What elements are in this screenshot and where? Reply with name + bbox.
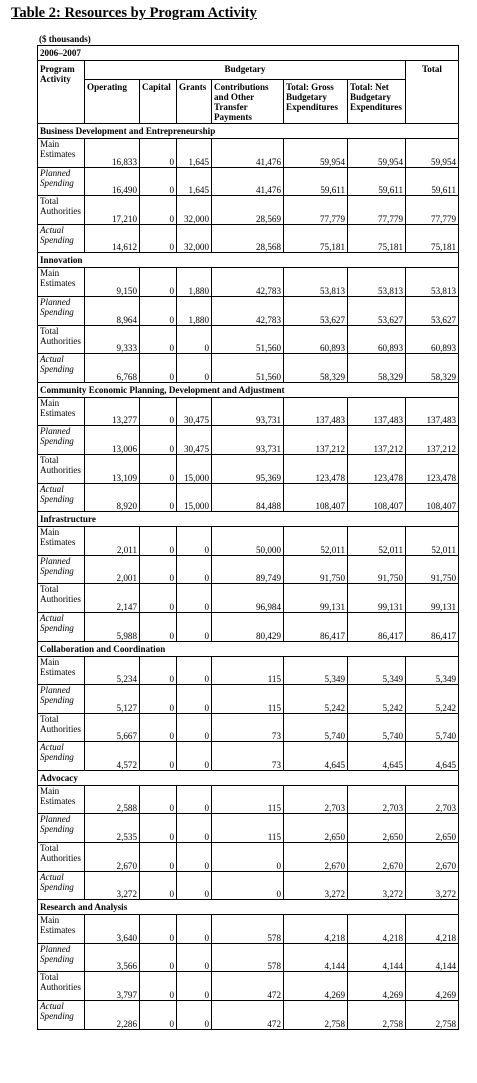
value-cell: 115: [212, 814, 284, 843]
header-capital: Capital: [140, 80, 177, 124]
value-cell: 115: [212, 656, 284, 685]
value-cell: 42,783: [212, 268, 284, 297]
value-cell: 5,740: [406, 713, 459, 742]
section-title: Innovation: [38, 253, 459, 268]
value-cell: 59,611: [284, 167, 348, 196]
value-cell: 0: [140, 612, 177, 641]
row-label: Main Estimates: [38, 785, 85, 814]
value-cell: 32,000: [177, 196, 212, 225]
section-title: Advocacy: [38, 770, 459, 785]
table-row: [38, 527, 459, 556]
value-cell: 59,611: [348, 167, 406, 196]
value-cell: 60,893: [348, 325, 406, 354]
value-cell: 5,988: [85, 612, 140, 641]
row-label: Actual Spending: [38, 483, 85, 512]
value-cell: 2,650: [284, 814, 348, 843]
row-label: Main Estimates: [38, 397, 85, 426]
value-cell: 0: [140, 527, 177, 556]
section-title: Collaboration and Coordination: [38, 641, 459, 656]
table-row: [38, 555, 459, 584]
value-cell: 4,269: [406, 972, 459, 1001]
year-row: [38, 46, 459, 61]
value-cell: 95,369: [212, 454, 284, 483]
value-cell: 137,212: [284, 426, 348, 455]
section-row: [38, 253, 459, 268]
value-cell: 4,144: [406, 943, 459, 972]
value-cell: 5,242: [348, 685, 406, 714]
value-cell: 0: [177, 354, 212, 383]
value-cell: 472: [212, 972, 284, 1001]
header-total: Total: [406, 61, 459, 124]
header-grants: Grants: [177, 80, 212, 124]
value-cell: 3,272: [284, 871, 348, 900]
value-cell: 50,000: [212, 527, 284, 556]
value-cell: 5,740: [348, 713, 406, 742]
value-cell: 0: [140, 785, 177, 814]
value-cell: 86,417: [406, 612, 459, 641]
year-label: 2006–2007: [38, 46, 459, 61]
value-cell: 108,407: [406, 483, 459, 512]
value-cell: 0: [140, 426, 177, 455]
value-cell: 115: [212, 685, 284, 714]
value-cell: 2,758: [284, 1001, 348, 1030]
value-cell: 2,703: [284, 785, 348, 814]
value-cell: 51,560: [212, 325, 284, 354]
value-cell: 137,483: [406, 397, 459, 426]
value-cell: 60,893: [284, 325, 348, 354]
row-label: Main Estimates: [38, 915, 85, 944]
header-operating: Operating: [85, 80, 140, 124]
value-cell: 58,329: [284, 354, 348, 383]
value-cell: 16,833: [85, 139, 140, 168]
table-row: [38, 325, 459, 354]
value-cell: 4,645: [406, 742, 459, 771]
value-cell: 28,568: [212, 224, 284, 253]
value-cell: 59,954: [284, 139, 348, 168]
value-cell: 2,535: [85, 814, 140, 843]
value-cell: 2,670: [85, 843, 140, 872]
value-cell: 0: [140, 943, 177, 972]
value-cell: 13,109: [85, 454, 140, 483]
value-cell: 4,144: [284, 943, 348, 972]
value-cell: 137,212: [406, 426, 459, 455]
value-cell: 5,349: [284, 656, 348, 685]
header-row-1: [38, 61, 459, 80]
value-cell: 53,627: [406, 296, 459, 325]
value-cell: 0: [140, 354, 177, 383]
value-cell: 0: [140, 268, 177, 297]
value-cell: 91,750: [406, 555, 459, 584]
row-label: Total Authorities: [38, 325, 85, 354]
value-cell: 137,483: [348, 397, 406, 426]
value-cell: 2,670: [406, 843, 459, 872]
value-cell: 75,181: [348, 224, 406, 253]
row-label: Actual Spending: [38, 354, 85, 383]
value-cell: 0: [177, 1001, 212, 1030]
header-budgetary: Budgetary: [85, 61, 406, 80]
table-row: [38, 584, 459, 613]
value-cell: 59,954: [406, 139, 459, 168]
value-cell: 15,000: [177, 483, 212, 512]
row-label: Total Authorities: [38, 972, 85, 1001]
value-cell: 0: [177, 785, 212, 814]
value-cell: 1,880: [177, 296, 212, 325]
value-cell: 0: [212, 871, 284, 900]
value-cell: 75,181: [406, 224, 459, 253]
value-cell: 108,407: [284, 483, 348, 512]
value-cell: 0: [140, 584, 177, 613]
section-title: Business Development and Entrepreneurship: [38, 124, 459, 139]
value-cell: 0: [177, 584, 212, 613]
table-row: [38, 685, 459, 714]
row-label: Actual Spending: [38, 612, 85, 641]
value-cell: 16,490: [85, 167, 140, 196]
row-label: Actual Spending: [38, 871, 85, 900]
row-label: Main Estimates: [38, 268, 85, 297]
value-cell: 58,329: [348, 354, 406, 383]
value-cell: 5,127: [85, 685, 140, 714]
value-cell: 3,640: [85, 915, 140, 944]
value-cell: 0: [177, 915, 212, 944]
row-label: Planned Spending: [38, 167, 85, 196]
value-cell: 1,880: [177, 268, 212, 297]
value-cell: 53,627: [284, 296, 348, 325]
table-row: [38, 814, 459, 843]
section-row: [38, 512, 459, 527]
value-cell: 4,645: [284, 742, 348, 771]
value-cell: 0: [140, 397, 177, 426]
value-cell: 108,407: [348, 483, 406, 512]
row-label: Planned Spending: [38, 296, 85, 325]
value-cell: 0: [140, 325, 177, 354]
value-cell: 99,131: [284, 584, 348, 613]
value-cell: 4,572: [85, 742, 140, 771]
value-cell: 73: [212, 742, 284, 771]
row-label: Total Authorities: [38, 454, 85, 483]
value-cell: 2,011: [85, 527, 140, 556]
value-cell: 41,476: [212, 167, 284, 196]
value-cell: 4,218: [348, 915, 406, 944]
row-label: Actual Spending: [38, 224, 85, 253]
value-cell: 4,645: [348, 742, 406, 771]
table-row: [38, 612, 459, 641]
value-cell: 4,269: [284, 972, 348, 1001]
table-row: [38, 742, 459, 771]
value-cell: 2,001: [85, 555, 140, 584]
row-label: Main Estimates: [38, 656, 85, 685]
resources-table: [37, 45, 459, 1030]
value-cell: 115: [212, 785, 284, 814]
value-cell: 53,813: [348, 268, 406, 297]
value-cell: 3,272: [348, 871, 406, 900]
value-cell: 30,475: [177, 426, 212, 455]
section-title: Infrastructure: [38, 512, 459, 527]
value-cell: 89,749: [212, 555, 284, 584]
value-cell: 0: [140, 483, 177, 512]
section-title: Community Economic Planning, Development and Adjustment: [38, 382, 459, 397]
value-cell: 28,569: [212, 196, 284, 225]
value-cell: 123,478: [348, 454, 406, 483]
value-cell: 0: [140, 1001, 177, 1030]
value-cell: 32,000: [177, 224, 212, 253]
value-cell: 0: [177, 685, 212, 714]
value-cell: 75,181: [284, 224, 348, 253]
table-row: [38, 454, 459, 483]
value-cell: 91,750: [348, 555, 406, 584]
header-row-2: [38, 80, 459, 124]
value-cell: 96,984: [212, 584, 284, 613]
value-cell: 93,731: [212, 397, 284, 426]
value-cell: 0: [140, 843, 177, 872]
value-cell: 2,286: [85, 1001, 140, 1030]
value-cell: 0: [140, 656, 177, 685]
value-cell: 53,813: [406, 268, 459, 297]
value-cell: 9,333: [85, 325, 140, 354]
section-row: [38, 124, 459, 139]
table-row: [38, 224, 459, 253]
value-cell: 80,429: [212, 612, 284, 641]
value-cell: 137,483: [284, 397, 348, 426]
value-cell: 2,670: [348, 843, 406, 872]
value-cell: 2,758: [348, 1001, 406, 1030]
value-cell: 59,954: [348, 139, 406, 168]
value-cell: 0: [140, 915, 177, 944]
value-cell: 5,242: [284, 685, 348, 714]
value-cell: 60,893: [406, 325, 459, 354]
value-cell: 2,758: [406, 1001, 459, 1030]
value-cell: 0: [177, 527, 212, 556]
table-row: [38, 268, 459, 297]
value-cell: 0: [177, 742, 212, 771]
value-cell: 0: [177, 814, 212, 843]
value-cell: 0: [140, 713, 177, 742]
value-cell: 59,611: [406, 167, 459, 196]
value-cell: 472: [212, 1001, 284, 1030]
row-label: Total Authorities: [38, 713, 85, 742]
value-cell: 5,349: [348, 656, 406, 685]
row-label: Actual Spending: [38, 742, 85, 771]
value-cell: 77,779: [348, 196, 406, 225]
value-cell: 0: [140, 296, 177, 325]
value-cell: 6,768: [85, 354, 140, 383]
value-cell: 2,147: [85, 584, 140, 613]
value-cell: 3,272: [406, 871, 459, 900]
value-cell: 99,131: [348, 584, 406, 613]
row-label: Planned Spending: [38, 555, 85, 584]
value-cell: 77,779: [284, 196, 348, 225]
value-cell: 578: [212, 943, 284, 972]
value-cell: 0: [212, 843, 284, 872]
value-cell: 0: [177, 943, 212, 972]
value-cell: 1,645: [177, 139, 212, 168]
table-row: [38, 139, 459, 168]
value-cell: 93,731: [212, 426, 284, 455]
value-cell: 52,011: [284, 527, 348, 556]
value-cell: 137,212: [348, 426, 406, 455]
value-cell: 0: [140, 555, 177, 584]
value-cell: 0: [140, 972, 177, 1001]
row-label: Planned Spending: [38, 943, 85, 972]
value-cell: 8,920: [85, 483, 140, 512]
value-cell: 77,779: [406, 196, 459, 225]
section-title: Research and Analysis: [38, 900, 459, 915]
value-cell: 123,478: [284, 454, 348, 483]
value-cell: 52,011: [406, 527, 459, 556]
value-cell: 0: [140, 139, 177, 168]
row-label: Total Authorities: [38, 843, 85, 872]
section-row: [38, 770, 459, 785]
table-row: [38, 871, 459, 900]
value-cell: 0: [177, 972, 212, 1001]
value-cell: 84,488: [212, 483, 284, 512]
value-cell: 30,475: [177, 397, 212, 426]
value-cell: 5,234: [85, 656, 140, 685]
value-cell: 53,627: [348, 296, 406, 325]
table-row: [38, 296, 459, 325]
table-row: [38, 785, 459, 814]
value-cell: 0: [140, 742, 177, 771]
value-cell: 99,131: [406, 584, 459, 613]
row-label: Total Authorities: [38, 196, 85, 225]
value-cell: 15,000: [177, 454, 212, 483]
value-cell: 17,210: [85, 196, 140, 225]
table-row: [38, 656, 459, 685]
value-cell: 3,272: [85, 871, 140, 900]
value-cell: 5,740: [284, 713, 348, 742]
value-cell: 0: [177, 713, 212, 742]
value-cell: 0: [140, 871, 177, 900]
value-cell: 86,417: [348, 612, 406, 641]
header-program-activity: Program Activity: [38, 61, 85, 124]
value-cell: 0: [140, 167, 177, 196]
row-label: Total Authorities: [38, 584, 85, 613]
table-row: [38, 972, 459, 1001]
value-cell: 0: [177, 871, 212, 900]
value-cell: 13,277: [85, 397, 140, 426]
value-cell: 0: [177, 612, 212, 641]
value-cell: 1,645: [177, 167, 212, 196]
value-cell: 53,813: [284, 268, 348, 297]
value-cell: 2,703: [348, 785, 406, 814]
value-cell: 2,650: [406, 814, 459, 843]
value-cell: 2,703: [406, 785, 459, 814]
row-label: Actual Spending: [38, 1001, 85, 1030]
table-row: [38, 354, 459, 383]
table-row: [38, 397, 459, 426]
table-row: [38, 915, 459, 944]
section-row: [38, 900, 459, 915]
value-cell: 13,006: [85, 426, 140, 455]
table-row: [38, 1001, 459, 1030]
table-row: [38, 843, 459, 872]
value-cell: 5,349: [406, 656, 459, 685]
value-cell: 42,783: [212, 296, 284, 325]
table-row: [38, 483, 459, 512]
row-label: Planned Spending: [38, 814, 85, 843]
value-cell: 9,150: [85, 268, 140, 297]
value-cell: 0: [177, 555, 212, 584]
value-cell: 14,612: [85, 224, 140, 253]
value-cell: 4,218: [406, 915, 459, 944]
row-label: Main Estimates: [38, 527, 85, 556]
value-cell: 0: [177, 656, 212, 685]
value-cell: 4,218: [284, 915, 348, 944]
value-cell: 0: [140, 814, 177, 843]
section-row: [38, 382, 459, 397]
value-cell: 0: [140, 685, 177, 714]
value-cell: 3,566: [85, 943, 140, 972]
table-row: [38, 943, 459, 972]
value-cell: 2,670: [284, 843, 348, 872]
value-cell: 0: [140, 224, 177, 253]
units-note: ($ thousands): [39, 34, 91, 44]
row-label: Main Estimates: [38, 139, 85, 168]
value-cell: 4,144: [348, 943, 406, 972]
header-net: Total: Net Budgetary Expenditures: [348, 80, 406, 124]
value-cell: 3,797: [85, 972, 140, 1001]
value-cell: 0: [140, 196, 177, 225]
value-cell: 5,667: [85, 713, 140, 742]
table-row: [38, 426, 459, 455]
table-title: Table 2: Resources by Program Activity: [11, 5, 257, 21]
value-cell: 41,476: [212, 139, 284, 168]
table-row: [38, 713, 459, 742]
value-cell: 73: [212, 713, 284, 742]
value-cell: 86,417: [284, 612, 348, 641]
row-label: Planned Spending: [38, 685, 85, 714]
value-cell: 8,964: [85, 296, 140, 325]
value-cell: 51,560: [212, 354, 284, 383]
value-cell: 5,242: [406, 685, 459, 714]
value-cell: 58,329: [406, 354, 459, 383]
value-cell: 123,478: [406, 454, 459, 483]
value-cell: 0: [177, 843, 212, 872]
value-cell: 2,588: [85, 785, 140, 814]
value-cell: 0: [177, 325, 212, 354]
value-cell: 0: [140, 454, 177, 483]
value-cell: 2,650: [348, 814, 406, 843]
table-row: [38, 196, 459, 225]
header-gross: Total: Gross Budgetary Expenditures: [284, 80, 348, 124]
row-label: Planned Spending: [38, 426, 85, 455]
value-cell: 52,011: [348, 527, 406, 556]
value-cell: 91,750: [284, 555, 348, 584]
value-cell: 578: [212, 915, 284, 944]
value-cell: 4,269: [348, 972, 406, 1001]
section-row: [38, 641, 459, 656]
header-contributions: Contributions and Other Transfer Payments: [212, 80, 284, 124]
table-row: [38, 167, 459, 196]
